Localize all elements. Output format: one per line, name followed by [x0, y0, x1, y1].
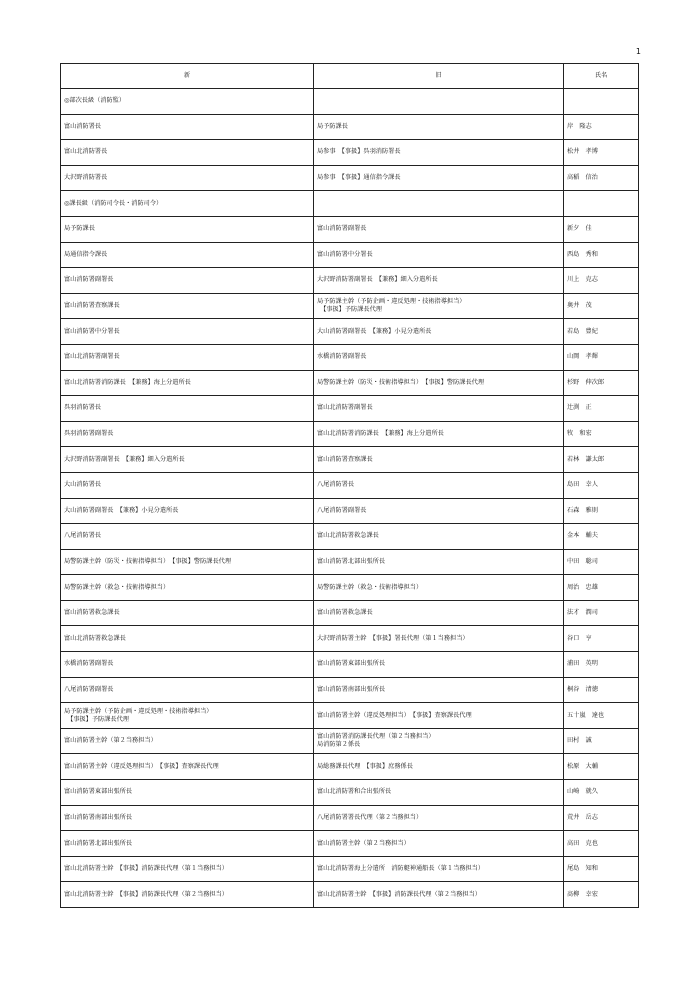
cell-person-name: 法才 潤司 — [564, 600, 639, 626]
cell-old-position: 局警防課主幹（救急・技術指導担当） — [314, 575, 564, 601]
cell-new-position: 局警防課主幹（救急・技術指導担当） — [61, 575, 314, 601]
cell-new-position: 局通信指令課長 — [61, 242, 314, 268]
table-row — [61, 114, 639, 140]
cell-old-position: 局参事 【事扱】通信指令課長 — [314, 165, 564, 191]
cell-person-name: 石森 雅則 — [564, 498, 639, 524]
cell-old-position — [314, 191, 564, 217]
table-row — [61, 780, 639, 806]
table-row — [61, 216, 639, 242]
cell-old-position: 富山消防署消防課長代理（第２当務担当） 局消防第２係長 — [314, 728, 564, 754]
cell-person-name: 川上 克志 — [564, 268, 639, 294]
personnel-table — [60, 63, 639, 908]
cell-old-position: 富山消防署中分署長 — [314, 242, 564, 268]
cell-person-name — [564, 191, 639, 217]
table-row — [61, 242, 639, 268]
table-row — [61, 626, 639, 652]
cell-old-position: 局予防課主幹（予防企画・違反処理・技術指導担当） 【事扱】予防課長代理 — [314, 293, 564, 319]
cell-new-position: 富山北消防署副署長 — [61, 344, 314, 370]
cell-new-position: 富山北消防署救急課長 — [61, 626, 314, 652]
cell-person-name: 浦田 英明 — [564, 652, 639, 678]
cell-new-position: 大山消防署副署長 【兼務】小見分遣所長 — [61, 498, 314, 524]
cell-new-position: 局予防課長 — [61, 216, 314, 242]
cell-person-name: 新夕 佳 — [564, 216, 639, 242]
cell-new-position: 富山消防署北部出張所長 — [61, 831, 314, 857]
cell-old-position: 富山消防署救急課長 — [314, 600, 564, 626]
cell-new-position: 富山北消防署主幹 【事扱】消防課長代理（第２当務担当） — [61, 882, 314, 908]
cell-person-name: 牧 和宏 — [564, 421, 639, 447]
cell-new-position: 富山消防署東部出張所長 — [61, 780, 314, 806]
table-header-row — [61, 64, 639, 89]
table-row — [61, 677, 639, 703]
cell-old-position: 八尾消防署長 — [314, 472, 564, 498]
cell-new-position: 八尾消防署長 — [61, 524, 314, 550]
cell-person-name: 辻渕 正 — [564, 396, 639, 422]
cell-person-name: 桐谷 清徳 — [564, 677, 639, 703]
cell-person-name: 山崎 就久 — [564, 780, 639, 806]
table-row — [61, 447, 639, 473]
cell-new-position: 富山消防署長 — [61, 114, 314, 140]
cell-old-position: 八尾消防署署長代理（第２当務担当） — [314, 805, 564, 831]
cell-new-position: 大沢野消防署副署長 【兼務】細入分遣所長 — [61, 447, 314, 473]
cell-person-name: 若島 豊紀 — [564, 319, 639, 345]
cell-old-position: 大山消防署副署長 【兼務】小見分遣所長 — [314, 319, 564, 345]
cell-old-position: 局予防課長 — [314, 114, 564, 140]
cell-person-name: 奥井 茂 — [564, 293, 639, 319]
table-row — [61, 472, 639, 498]
cell-new-position: ◎課長級（消防司令長・消防司令） — [61, 191, 314, 217]
cell-new-position: 富山消防署主幹（第２当務担当） — [61, 728, 314, 754]
cell-person-name: 若林 謙太郎 — [564, 447, 639, 473]
header-name: 氏名 — [564, 64, 639, 89]
header-old: 旧 — [314, 64, 564, 89]
cell-person-name: 西島 秀和 — [564, 242, 639, 268]
cell-person-name: 高田 克也 — [564, 831, 639, 857]
cell-new-position: 富山消防署査察課長 — [61, 293, 314, 319]
table-body — [61, 89, 639, 908]
table-row — [61, 396, 639, 422]
cell-person-name: 岸 隆志 — [564, 114, 639, 140]
table-row — [61, 191, 639, 217]
table-row — [61, 370, 639, 396]
table-row — [61, 89, 639, 115]
table-row — [61, 140, 639, 166]
cell-new-position: 呉羽消防署長 — [61, 396, 314, 422]
cell-person-name: 金本 輔夫 — [564, 524, 639, 550]
cell-new-position: 富山北消防署長 — [61, 140, 314, 166]
table-row — [61, 754, 639, 780]
table-row — [61, 600, 639, 626]
cell-new-position: 八尾消防署副署長 — [61, 677, 314, 703]
table-row — [61, 344, 639, 370]
cell-old-position: 富山消防署主幹（第２当務担当） — [314, 831, 564, 857]
cell-new-position: 富山北消防署主幹 【事扱】消防課長代理（第１当務担当） — [61, 856, 314, 882]
cell-old-position: 富山北消防署和合出張所長 — [314, 780, 564, 806]
page-number: 1 — [635, 47, 641, 56]
cell-person-name: 山岡 孝輝 — [564, 344, 639, 370]
cell-old-position: 局参事 【事扱】呉羽消防署長 — [314, 140, 564, 166]
table-row — [61, 549, 639, 575]
table-row — [61, 498, 639, 524]
cell-old-position: 富山北消防署主幹 【事扱】消防課長代理（第２当務担当） — [314, 882, 564, 908]
table-row — [61, 319, 639, 345]
cell-old-position: 八尾消防署副署長 — [314, 498, 564, 524]
cell-old-position: 富山北消防署消防課長 【兼務】海上分遣所長 — [314, 421, 564, 447]
cell-old-position: 大沢野消防署副署長 【兼務】細入分遣所長 — [314, 268, 564, 294]
cell-new-position: 富山消防署中分署長 — [61, 319, 314, 345]
table-row — [61, 882, 639, 908]
cell-old-position: 水橋消防署副署長 — [314, 344, 564, 370]
cell-old-position — [314, 89, 564, 115]
cell-old-position: 局総務課長代理 【事扱】庶務係長 — [314, 754, 564, 780]
cell-old-position: 富山消防署査察課長 — [314, 447, 564, 473]
table-row — [61, 575, 639, 601]
cell-old-position: 富山北消防署副署長 — [314, 396, 564, 422]
cell-old-position: 富山消防署主幹（違反処理担当） 【事扱】査察課長代理 — [314, 703, 564, 729]
table-row — [61, 728, 639, 754]
table-row — [61, 831, 639, 857]
cell-person-name — [564, 89, 639, 115]
cell-person-name: 高稲 信治 — [564, 165, 639, 191]
cell-old-position: 富山消防署副署長 — [314, 216, 564, 242]
header-new: 新 — [61, 64, 314, 89]
cell-new-position: 局予防課主幹（予防企画・違反処理・技術指導担当） 【事扱】予防課長代理 — [61, 703, 314, 729]
cell-person-name: 松原 大輔 — [564, 754, 639, 780]
cell-new-position: ◎部次長級（消防監） — [61, 89, 314, 115]
cell-person-name: 島田 幸人 — [564, 472, 639, 498]
table-row — [61, 856, 639, 882]
cell-person-name: 周治 忠雄 — [564, 575, 639, 601]
cell-new-position: 局警防課主幹（防災・技術指導担当） 【事扱】警防課長代理 — [61, 549, 314, 575]
table-row — [61, 703, 639, 729]
cell-old-position: 富山消防署東部出張所長 — [314, 652, 564, 678]
cell-new-position: 富山消防署主幹（違反処理担当） 【事扱】査察課長代理 — [61, 754, 314, 780]
table-row — [61, 805, 639, 831]
cell-old-position: 富山北消防署海上分遣所 消防艇神通船長（第１当務担当） — [314, 856, 564, 882]
cell-person-name: 尾島 知和 — [564, 856, 639, 882]
cell-person-name: 谷口 亨 — [564, 626, 639, 652]
cell-person-name: 髙柳 幸宏 — [564, 882, 639, 908]
cell-old-position: 富山消防署南部出張所長 — [314, 677, 564, 703]
cell-person-name: 中田 聡司 — [564, 549, 639, 575]
table-row — [61, 652, 639, 678]
table-row — [61, 268, 639, 294]
cell-old-position: 大沢野消防署主幹 【事扱】署長代理（第１当務担当） — [314, 626, 564, 652]
cell-person-name: 荒井 岳志 — [564, 805, 639, 831]
table-row — [61, 421, 639, 447]
cell-new-position: 富山消防署南部出張所長 — [61, 805, 314, 831]
cell-old-position: 局警防課主幹（防災・技術指導担当） 【事扱】警防課長代理 — [314, 370, 564, 396]
table-row — [61, 293, 639, 319]
cell-new-position: 富山消防署副署長 — [61, 268, 314, 294]
cell-old-position: 富山消防署北部出張所長 — [314, 549, 564, 575]
cell-person-name: 田村 誠 — [564, 728, 639, 754]
cell-new-position: 水橋消防署副署長 — [61, 652, 314, 678]
cell-new-position: 呉羽消防署副署長 — [61, 421, 314, 447]
cell-person-name: 五十嵐 達也 — [564, 703, 639, 729]
cell-new-position: 富山消防署救急課長 — [61, 600, 314, 626]
cell-new-position: 富山北消防署消防課長 【兼務】海上分遣所長 — [61, 370, 314, 396]
cell-person-name: 松井 孝博 — [564, 140, 639, 166]
cell-new-position: 大山消防署長 — [61, 472, 314, 498]
table-row — [61, 165, 639, 191]
table-row — [61, 524, 639, 550]
cell-old-position: 富山北消防署救急課長 — [314, 524, 564, 550]
cell-new-position: 大沢野消防署長 — [61, 165, 314, 191]
cell-person-name: 杉野 伸次郎 — [564, 370, 639, 396]
